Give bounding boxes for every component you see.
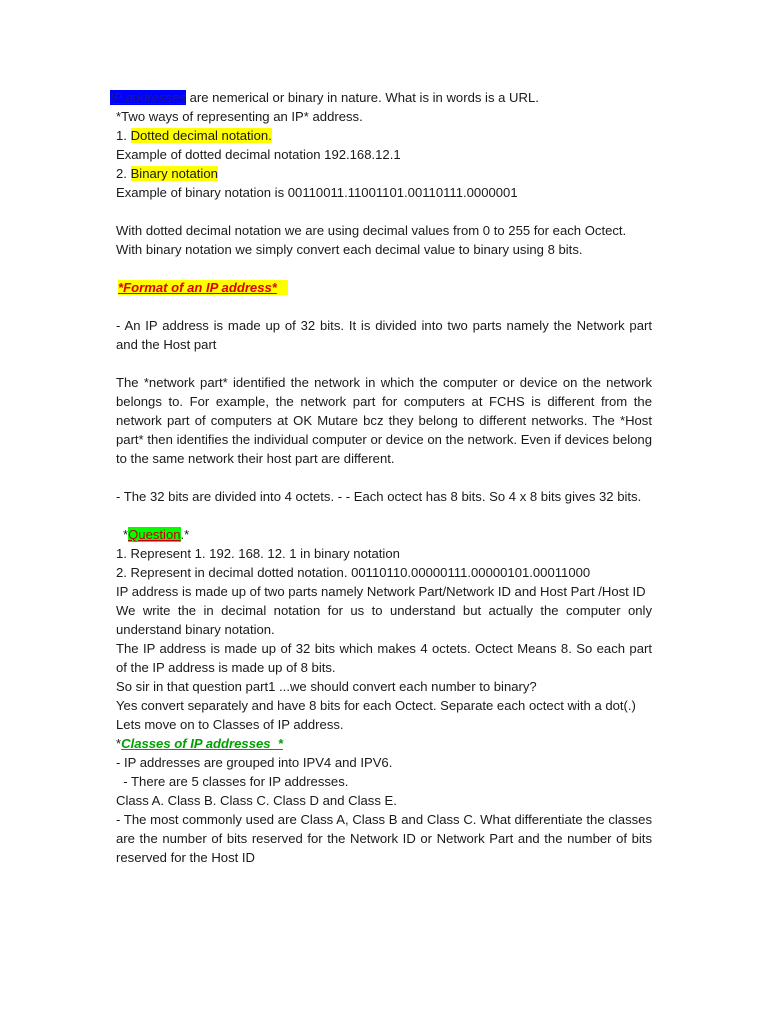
ip-addresses-highlight: IP addresses (110, 90, 186, 105)
question-star: * (123, 527, 129, 542)
item-number: 2. (116, 166, 131, 181)
dotted-decimal-explanation: With dotted decimal notation we are using decimal values from 0 to 255 for each Octect. (116, 223, 627, 238)
item-number: 1. (116, 128, 131, 143)
classes-heading-text: Classes of IP addresses_* (121, 736, 283, 751)
octets-paragraph: - The 32 bits are divided into 4 octets. - - Each octect has 8 bits. So 4 x 8 bits gives 32 bits. (116, 489, 642, 504)
format-heading (116, 278, 652, 297)
network-part-paragraph: The *network part* identified the network in which the computer or device on the network belongs to. For example, the network part for computers at FCHS is different from the network part of computers at OK Mutare bcz they belong to different networks. The *Host part* then identifies the individual computer or device on the network. Even if devices belong to the same network their host part are different. (116, 375, 652, 466)
classes-heading (116, 734, 652, 753)
dotted-decimal-highlight: Dotted decimal notation. (130, 128, 272, 143)
question-1: 1. Represent 1. 192. 168. 12. 1 in binary notation (116, 546, 400, 561)
binary-explanation: With binary notation we simply convert each decimal value to binary using 8 bits. (116, 242, 583, 257)
intro-text: are nemerical or binary in nature. What is in words is a URL. (185, 90, 539, 105)
intro-line (110, 88, 652, 107)
question-suffix: .* (180, 527, 190, 542)
question-2: 2. Represent in decimal dotted notation. 00110110.00000111.00000101.00011000 (116, 565, 591, 580)
question-heading (116, 525, 652, 544)
ip-two-parts-paragraph: IP address is made up of two parts namely Network Part/Network ID and Host Part /Host ID (116, 584, 646, 599)
example-binary-line: Example of binary notation is 00110011.11001101.00110111.0000001 (116, 185, 518, 200)
common-classes-paragraph: - The most commonly used are Class A, Class B and Class C. What differentiate the classes are the number of bits reserved for the Network ID or Network Part and the number of bits reserved for the Host ID (116, 812, 652, 865)
decimal-notation-paragraph: We write the in decimal notation for us to understand but actually the computer only understand binary notation. (116, 603, 652, 637)
two-ways-line: *Two ways of representing an IP* address. (116, 109, 363, 124)
student-question-line: So sir in that question part1 ...we should convert each number to binary? (116, 679, 537, 694)
binary-notation-highlight: Binary notation (130, 166, 218, 181)
example-dotted-line: Example of dotted decimal notation 192.168.12.1 (116, 147, 401, 162)
ipv4-ipv6-line: - IP addresses are grouped into IPV4 and IPV6. (116, 755, 393, 770)
ip-32-bits-paragraph: - An IP address is made up of 32 bits. It is divided into two parts namely the Network part and the Host part (116, 318, 652, 352)
convert-answer-paragraph: Yes convert separately and have 8 bits for each Octect. Separate each octect with a dot(.) (116, 698, 636, 713)
question-highlight: Question (128, 527, 181, 542)
item-1-dotted-decimal (116, 126, 652, 145)
class-list-line: Class A. Class B. Class C. Class D and Class E. (116, 793, 397, 808)
five-classes-line: - There are 5 classes for IP addresses. (116, 774, 349, 789)
format-heading-text: *Format of an IP address* (118, 280, 277, 295)
document-body (110, 88, 652, 867)
classes-heading-star: * (116, 736, 122, 751)
octets-explained-paragraph: The IP address is made up of 32 bits which makes 4 octets. Octect Means 8. So each part of the IP address is made up of 8 bits. (116, 641, 652, 675)
item-2-binary (116, 164, 652, 183)
move-on-line: Lets move on to Classes of IP address. (116, 717, 344, 732)
